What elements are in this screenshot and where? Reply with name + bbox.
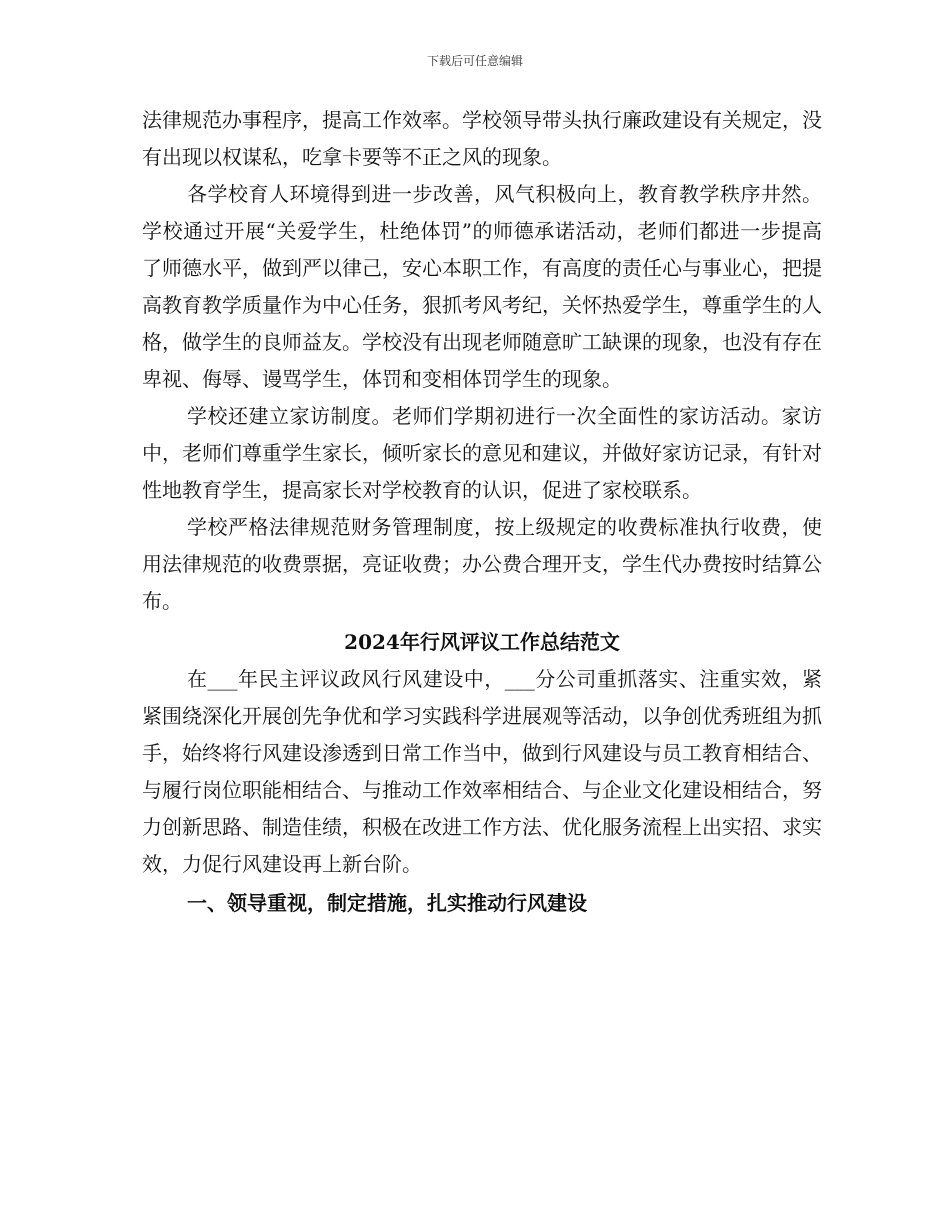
article-title: 2024年行风评议工作总结范文 [344, 630, 620, 654]
section-heading: 一、领导重视，制定措施，扎实推动行风建设 [187, 891, 587, 915]
paragraph-continuation: 法律规范办事程序，提高工作效率。学校领导带头执行廉政建设有关规定，没有出现以权谋私，吃拿卡要等不正之风的现象。 [142, 108, 822, 169]
document-body [142, 102, 822, 922]
paragraph-home-visit: 学校还建立家访制度。老师们学期初进行一次全面性的家访活动。家访中，老师们尊重学生家长，倾听家长的意见和建议，并做好家访记录，有针对性地教育学生，提高家长对学校教育的认识，促进了家校联系。 [142, 404, 822, 502]
paragraph-finance: 学校严格法律规范财务管理制度，按上级规定的收费标准执行收费，使用法律规范的收费票据，亮证收费；办公费合理开支，学生代办费按时结算公布。 [142, 515, 822, 613]
paragraph-environment: 各学校育人环境得到进一步改善，风气积极向上，教育教学秩序井然。学校通过开展“关爱学生，杜绝体罚”的师德承诺活动，老师们都进一步提高了师德水平，做到严以律己，安心本职工作，有高度的责任心与事业心，把提高教育教学质量作为中心任务，狠抓考风考纪，关怀热爱学生，尊重学生的人格，做学生的良师益友。学校没有出现老师随意旷工缺课的现象，也没有存在卑视、侮辱、谩骂学生，体罚和变相体罚学生的现象。 [142, 182, 822, 391]
page-header: 下载后可任意编辑 [426, 54, 523, 68]
paragraph-intro: 在___年民主评议政风行风建设中，___分公司重抓落实、注重实效，紧紧围绕深化开展创先争优和学习实践科学进展观等活动，以争创优秀班组为抓手，始终将行风建设渗透到日常工作当中，做到行风建设与员工教育相结合、与履行岗位职能相结合、与推动工作效率相结合、与企业文化建设相结合，努力创新思路、制造佳绩，积极在改进工作方法、优化服务流程上出实招、求实效，力促行风建设再上新台阶。 [142, 667, 822, 876]
